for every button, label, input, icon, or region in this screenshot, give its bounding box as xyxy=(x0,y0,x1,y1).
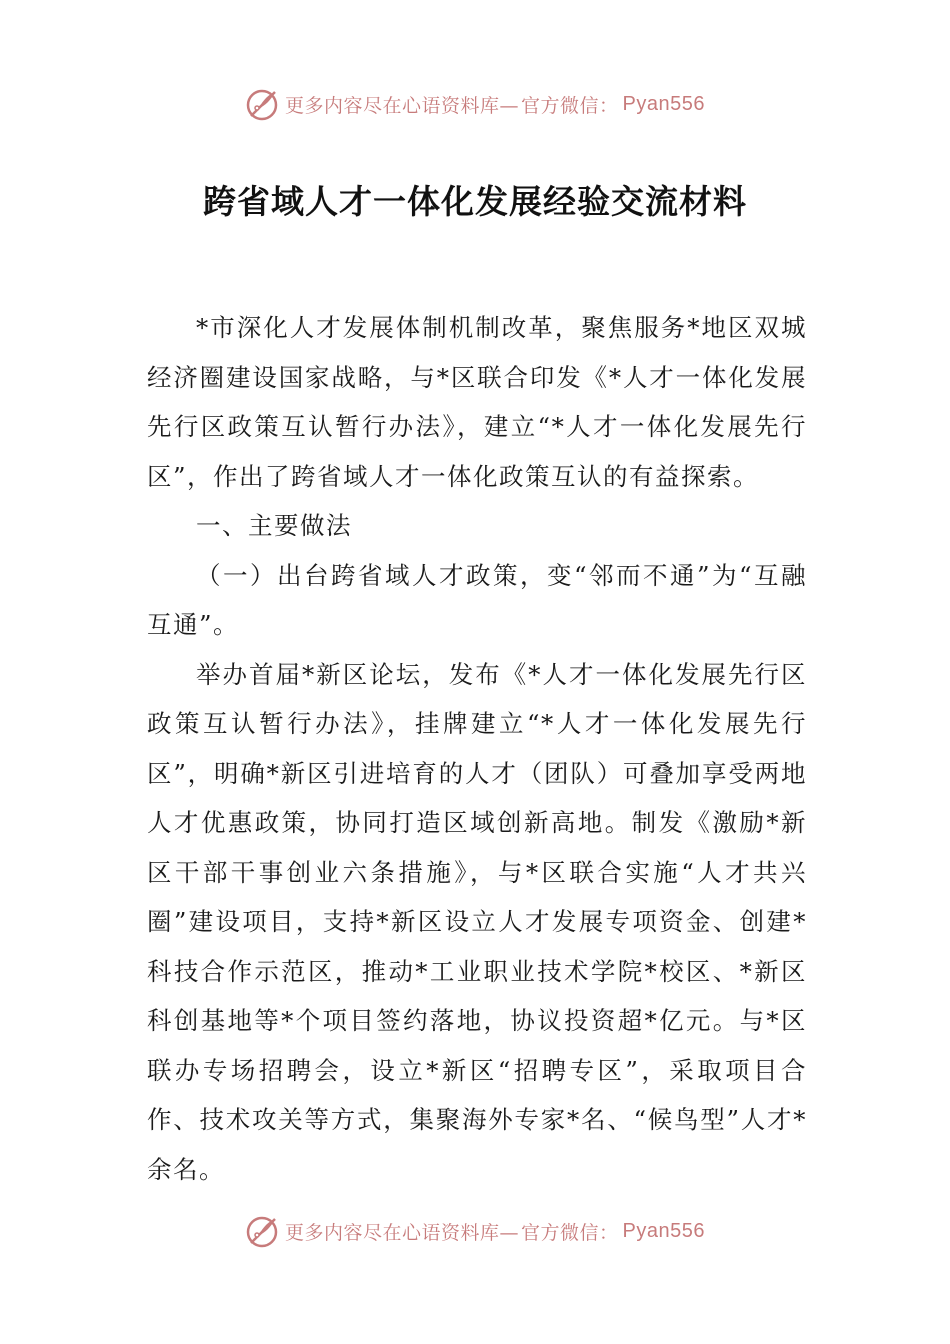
document-title: 跨省域人才一体化发展经验交流材料 xyxy=(203,182,747,221)
subsection-heading: （一）出台跨省域人才政策，变“邻而不通”为“互融互通”。 xyxy=(147,560,807,639)
quill-logo-icon xyxy=(245,86,281,122)
quill-logo-icon xyxy=(245,1213,281,1249)
intro-paragraph: *市深化人才发展体制机制改革，聚焦服务*地区双城经济圈建设国家战略，与*区联合印发《*人才一体化发展先行区政策互认暂行办法》，建立“*人才一体化发展先行区”，作出了跨省域人才一体化政策互认的有益探索。 xyxy=(147,313,807,491)
banner-wechat-label: 官方微信： xyxy=(521,1221,619,1244)
banner-brand-text: 更多内容尽在心语资料库— xyxy=(285,94,520,117)
footer-banner xyxy=(0,1209,950,1253)
banner-wechat-id: Pyan556 xyxy=(622,92,705,115)
banner-brand-text: 更多内容尽在心语资料库— xyxy=(285,1221,520,1244)
header-banner xyxy=(0,82,950,126)
section-heading: 一、主要做法 xyxy=(196,511,352,540)
body-paragraph: 举办首届*新区论坛，发布《*人才一体化发展先行区政策互认暂行办法》，挂牌建立“*人才一体化发展先行区”，明确*新区引进培育的人才（团队）可叠加享受两地人才优惠政策，协同打造区域创新高地。制发《激励*新区干部干事创业六条措施》，与*区联合实施“人才共兴圈”建设项目，支持*新区设立人才发展专项资金、创建*科技合作示范区，推动*工业职业技术学院*校区、*新区科创基地等*个项目签约落地，协议投资超*亿元。与*区联办专场招聘会，设立*新区“招聘专区”，采取项目合作、技术攻关等方式，集聚海外专家*名、“候鸟型”人才*余名。 xyxy=(147,659,807,1184)
document-body xyxy=(147,303,807,1194)
banner-wechat-id: Pyan556 xyxy=(622,1219,705,1242)
banner-wechat-label: 官方微信： xyxy=(521,94,619,117)
